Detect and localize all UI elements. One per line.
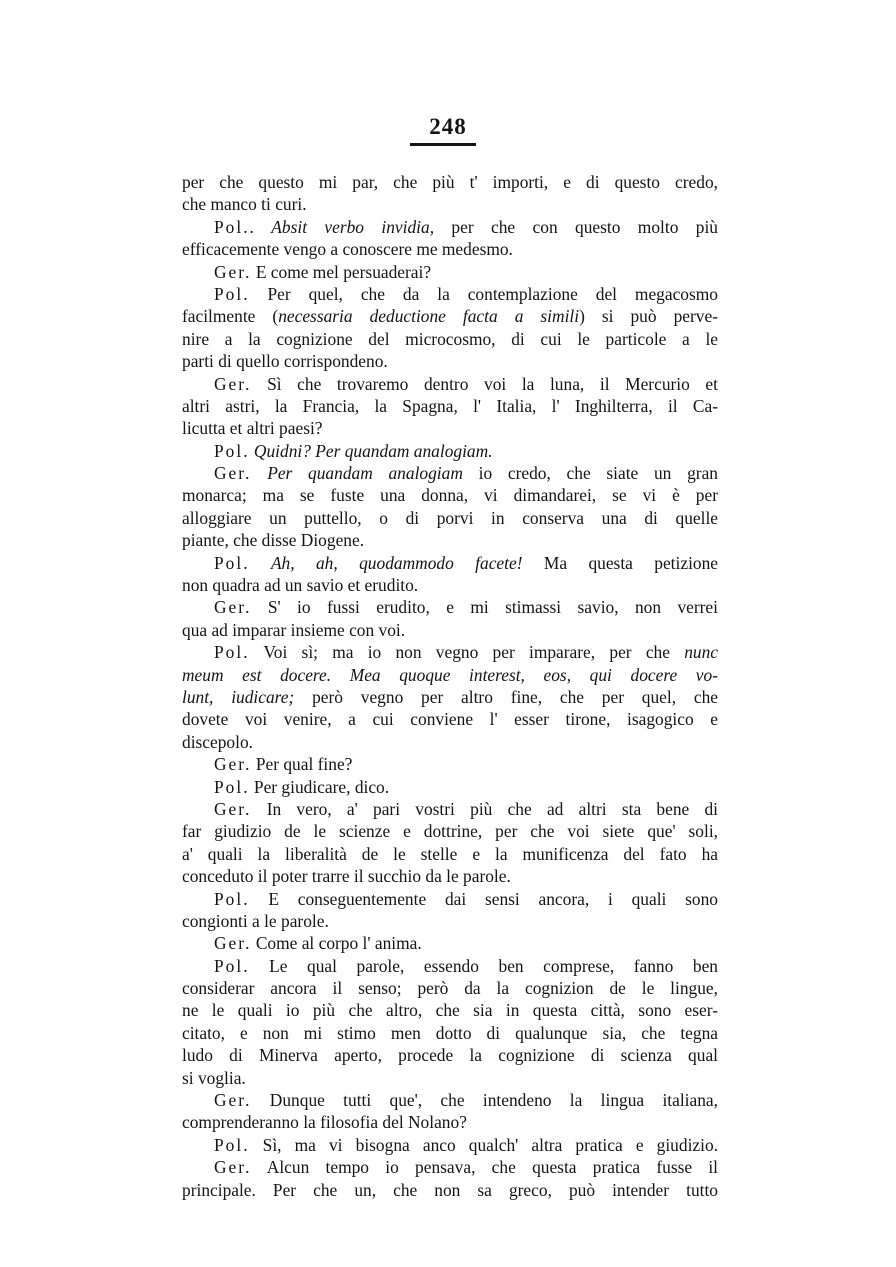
text-line bbox=[182, 462, 718, 484]
text-line bbox=[182, 261, 718, 283]
text-segment: Per quandam analogiam bbox=[267, 463, 463, 484]
speaker-label: Ger. bbox=[214, 1157, 252, 1178]
text-line bbox=[182, 843, 718, 865]
text-segment: Alcun tempo io pensava, che questa pratica fusse il bbox=[251, 1157, 718, 1178]
text-line bbox=[182, 1089, 718, 1111]
text-line bbox=[182, 1111, 718, 1133]
speaker-label: Ger. bbox=[214, 373, 252, 394]
speaker-label: Ger. bbox=[214, 1090, 252, 1111]
text-segment: però vegno per altro fine, che per quel, che bbox=[294, 686, 718, 707]
text-segment: Sì che trovaremo dentro voi la luna, il Mercurio et bbox=[251, 373, 718, 394]
text-line bbox=[182, 1022, 718, 1044]
text-line bbox=[182, 999, 718, 1021]
text-line bbox=[182, 305, 718, 327]
text-segment: io credo, che siate un gran bbox=[462, 463, 719, 484]
text-line bbox=[182, 395, 718, 417]
text-line bbox=[182, 484, 718, 506]
text-segment: meum est docere. Mea quoque interest, eos, qui docere vo- bbox=[182, 664, 718, 685]
text-line bbox=[182, 552, 718, 574]
text-line bbox=[182, 596, 718, 618]
text-line bbox=[182, 283, 718, 305]
speaker-label: Ger. bbox=[214, 798, 252, 819]
text-line bbox=[182, 932, 718, 954]
text-segment: In vero, a' pari vostri più che ad altri sta bene di bbox=[251, 798, 718, 819]
text-segment: . bbox=[249, 216, 272, 237]
text-line bbox=[182, 440, 718, 462]
speaker-label: Ger. bbox=[214, 463, 252, 484]
text-line bbox=[182, 417, 718, 439]
text-segment: si voglia. bbox=[182, 1067, 246, 1088]
text-segment: conceduto il poter trarre il succhio da le parole. bbox=[182, 866, 511, 887]
text-segment: alloggiare un puttello, o di porvi in conserva una di quelle bbox=[182, 507, 718, 528]
text-line bbox=[182, 1134, 718, 1156]
text-line bbox=[182, 664, 718, 686]
text-segment: Ma questa petizione bbox=[522, 552, 719, 573]
text-line bbox=[182, 820, 718, 842]
text-segment: Sì, ma vi bisogna anco qualch' altra pratica e giudizio. bbox=[249, 1134, 718, 1155]
speaker-label: Pol. bbox=[214, 440, 250, 461]
text-segment: Per giudicare, dico. bbox=[249, 776, 390, 797]
text-segment: parti di quello corrispondeno. bbox=[182, 351, 388, 372]
text-segment: dovete voi venire, a cui conviene l' esser tirone, isagogico e bbox=[182, 709, 718, 730]
speaker-label: Pol. bbox=[214, 776, 250, 797]
text-segment: ) si può perve- bbox=[579, 306, 718, 327]
text-segment: Come al corpo l' anima. bbox=[251, 933, 422, 954]
text-segment: Absit verbo invidia, bbox=[271, 216, 435, 237]
text-segment: E conseguentemente dai sensi ancora, i quali sono bbox=[249, 888, 718, 909]
body-text bbox=[182, 171, 718, 1201]
speaker-label: Pol. bbox=[214, 888, 250, 909]
text-segment: ne le quali io più che altro, che sia in questa città, sono eser- bbox=[182, 1000, 718, 1021]
text-segment: facilmente ( bbox=[182, 306, 279, 327]
text-segment: Dunque tutti que', che intendeno la lingua italiana, bbox=[251, 1090, 718, 1111]
text-line bbox=[182, 955, 718, 977]
text-line bbox=[182, 216, 718, 238]
text-line bbox=[182, 529, 718, 551]
text-segment: comprenderanno la filosofia del Nolano? bbox=[182, 1112, 467, 1133]
text-line bbox=[182, 574, 718, 596]
speaker-label: Pol. bbox=[214, 552, 250, 573]
speaker-label: Pol. bbox=[214, 1134, 250, 1155]
text-line bbox=[182, 1156, 718, 1178]
text-line bbox=[182, 888, 718, 910]
text-segment: Le qual parole, essendo ben comprese, fanno ben bbox=[249, 955, 718, 976]
text-line bbox=[182, 238, 718, 260]
text-segment: Per quel, che da la contemplazione del megacosmo bbox=[249, 283, 718, 304]
text-segment: nire a la cognizione del microcosmo, di cui le particole a le bbox=[182, 328, 718, 349]
text-line bbox=[182, 1067, 718, 1089]
text-line bbox=[182, 641, 718, 663]
text-line bbox=[182, 193, 718, 215]
text-segment bbox=[251, 463, 267, 483]
text-line bbox=[182, 1179, 718, 1201]
text-line bbox=[182, 686, 718, 708]
text-line bbox=[182, 507, 718, 529]
header-rule bbox=[410, 143, 476, 146]
text-segment: nunc bbox=[684, 642, 718, 663]
speaker-label: Ger. bbox=[214, 597, 252, 618]
text-segment: lunt, iudicare; bbox=[182, 686, 295, 707]
speaker-label: Ger. bbox=[214, 261, 252, 282]
speaker-label: Pol. bbox=[214, 642, 250, 663]
speaker-label: Pol. bbox=[214, 283, 250, 304]
speaker-label: Pol. bbox=[214, 955, 250, 976]
text-line bbox=[182, 753, 718, 775]
text-segment: licutta et altri paesi? bbox=[182, 418, 323, 439]
text-line bbox=[182, 619, 718, 641]
text-segment: Voi sì; ma io non vegno per imparare, per che bbox=[249, 642, 685, 663]
text-segment: piante, che disse Diogene. bbox=[182, 530, 365, 551]
text-line bbox=[182, 865, 718, 887]
text-line bbox=[182, 910, 718, 932]
text-segment: monarca; ma se fuste una donna, vi dimandarei, se vi è per bbox=[182, 485, 718, 506]
text-segment: non quadra ad un savio et erudito. bbox=[182, 575, 419, 596]
text-line bbox=[182, 373, 718, 395]
text-segment: considerar ancora il senso; però da la cognizion de le lingue, bbox=[182, 978, 718, 999]
text-line bbox=[182, 977, 718, 999]
text-line bbox=[182, 798, 718, 820]
text-segment: principale. Per che un, che non sa greco, può intender tutto bbox=[182, 1179, 718, 1200]
text-line bbox=[182, 1044, 718, 1066]
speaker-label: Ger. bbox=[214, 754, 252, 775]
text-segment: qua ad imparar insieme con voi. bbox=[182, 619, 406, 640]
text-segment: per che questo mi par, che più t' importi, e di questo credo, bbox=[182, 172, 718, 192]
text-segment: Ah, ah, quodammodo facete! bbox=[270, 552, 523, 573]
speaker-label: Pol. bbox=[214, 216, 250, 237]
text-segment: Quidni? Per quandam analogiam. bbox=[253, 440, 493, 461]
text-segment: discepolo. bbox=[182, 731, 253, 752]
text-segment: E come mel persuaderai? bbox=[251, 261, 432, 282]
text-segment: altri astri, la Francia, la Spagna, l' Italia, l' Inghilterra, il Ca- bbox=[182, 395, 718, 416]
text-segment: citato, e non mi stimo men dotto di qualunque sia, che tegna bbox=[182, 1022, 718, 1043]
text-segment: necessaria deductione facta a simili bbox=[278, 306, 580, 327]
text-segment: ludo di Minerva aperto, procede la cognizione di scienza qual bbox=[182, 1045, 718, 1066]
text-segment: a' quali la liberalità de le stelle e la munificenza del fato ha bbox=[182, 843, 718, 864]
text-segment: per che con questo molto più bbox=[434, 216, 718, 237]
text-line bbox=[182, 708, 718, 730]
text-segment bbox=[250, 553, 271, 573]
text-segment: S' io fussi erudito, e mi stimassi savio, non verrei bbox=[251, 597, 718, 618]
text-segment: efficacemente vengo a conoscere me medesmo. bbox=[182, 239, 513, 260]
text-line bbox=[182, 350, 718, 372]
text-segment: che manco ti curi. bbox=[182, 194, 307, 215]
page-number: 248 bbox=[429, 114, 467, 139]
text-segment: far giudizio de le scienze e dottrine, per che voi siete que' soli, bbox=[182, 821, 718, 842]
text-line bbox=[182, 731, 718, 753]
text-line bbox=[182, 328, 718, 350]
text-segment: congionti a le parole. bbox=[182, 910, 329, 931]
text-line bbox=[182, 171, 718, 193]
text-segment: Per qual fine? bbox=[251, 754, 353, 775]
speaker-label: Ger. bbox=[214, 933, 252, 954]
text-line bbox=[182, 776, 718, 798]
